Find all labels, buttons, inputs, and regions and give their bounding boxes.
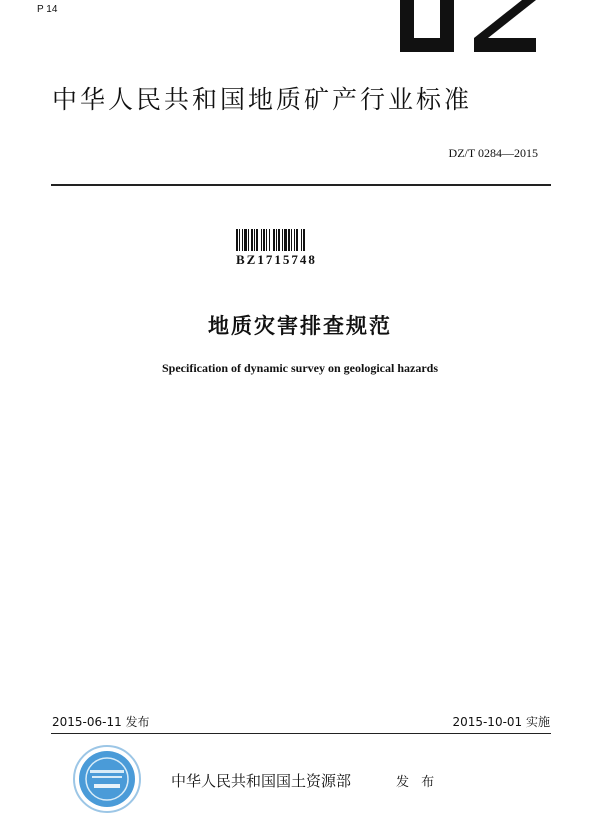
barcode-bar — [256, 229, 258, 251]
issue-date: 2015-06-11 发布 — [52, 715, 150, 729]
barcode-bar — [261, 229, 262, 251]
barcode-bar — [273, 229, 275, 251]
barcode-bar — [282, 229, 283, 251]
barcode-bar — [239, 229, 240, 251]
barcode-bar — [263, 229, 265, 251]
publish-label: 发 布 — [396, 775, 439, 790]
barcode-bar — [278, 229, 280, 251]
standard-code: DZ/T 0284—2015 — [448, 146, 538, 160]
issuer-name: 中华人民共和国国土资源部 — [171, 772, 352, 790]
barcode-bar — [296, 229, 298, 251]
barcode-bar — [301, 229, 302, 251]
barcode-bar — [248, 229, 249, 251]
barcode-bar — [236, 229, 238, 251]
document-title-cn: 地质灾害排查规范 — [208, 314, 392, 338]
ministry-seal-icon — [72, 744, 142, 814]
barcode-bar — [251, 229, 253, 251]
barcode-bar — [288, 229, 290, 251]
standard-title: 中华人民共和国地质矿产行业标准 — [52, 85, 473, 114]
barcode-bar — [269, 229, 270, 251]
barcode-bar — [284, 229, 287, 251]
barcode-number: BZ1715748 — [236, 252, 317, 267]
barcode-bar — [294, 229, 295, 251]
implementation-date: 2015-10-01 实施 — [452, 715, 550, 729]
barcode-bar — [244, 229, 247, 251]
barcode-bar — [266, 229, 267, 251]
header-divider — [51, 184, 551, 186]
footer-divider — [51, 733, 551, 734]
barcode-bar — [291, 229, 292, 251]
dz-logo — [392, 0, 542, 54]
document-title-en: Specification of dynamic survey on geological hazards — [162, 361, 438, 375]
barcode-bar — [254, 229, 255, 251]
barcode-bar — [242, 229, 243, 251]
barcode-block — [236, 229, 352, 268]
barcode — [236, 229, 346, 251]
barcode-bar — [276, 229, 277, 251]
page-code: P 14 — [37, 4, 58, 15]
barcode-bar — [303, 229, 305, 251]
